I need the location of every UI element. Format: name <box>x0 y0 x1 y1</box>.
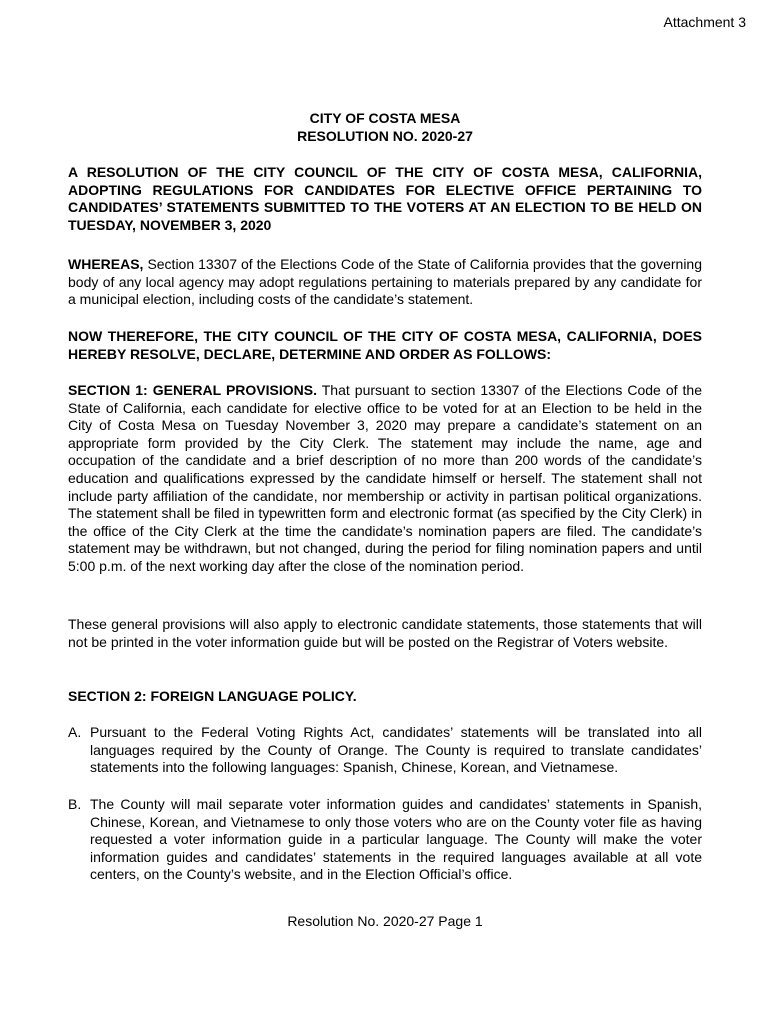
resolution-title: A RESOLUTION OF THE CITY COUNCIL OF THE CITY OF COSTA MESA, CALIFORNIA, ADOPTING REGULATIONS FOR CANDIDATES FOR ELECTIVE OFFICE PERTAINING TO CANDIDATES’ STATEMENTS SUBMITTED TO THE VOTERS AT AN ELECTION TO BE HELD ON TUESDAY, NOVEMBER 3, 2020 <box>68 164 702 233</box>
section-1-text: That pursuant to section 13307 of the Elections Code of the State of California, each candidate for elective office to be voted for at an Election to be held in the City of Costa Mesa on Tuesday November 3, 2020 may prepare a candidate’s statement on an appropriate form provided by the City Clerk. The statement may include the name, age and occupation of the candidate and a brief description of no more than 200 words of the candidate’s education and qualifications expressed by the candidate himself or herself. The statement shall not include party affiliation of the candidate, nor membership or activity in partisan political organizations. The statement shall be filed in typewritten form and electronic format (as specified by the City Clerk) in the office of the City Clerk at the time the candidate’s nomination papers are filed. The candidate’s statement may be withdrawn, but not changed, during the period for filing nomination papers and until 5:00 p.m. of the next working day after the close of the nomination period. <box>68 382 702 574</box>
whereas-text: Section 13307 of the Elections Code of the State of California provides that the governing body of any local agency may adopt regulations pertaining to materials prepared by any candidate for a municipal election, including costs of the candidate’s statement. <box>68 256 703 308</box>
list-item-b <box>68 796 702 884</box>
section-1-paragraph-2: These general provisions will also apply to electronic candidate statements, those statements that will not be printed in the voter information guide but will be posted on the Registrar of Voters website. <box>68 616 702 650</box>
attachment-label: Attachment 3 <box>663 14 746 30</box>
list-item-text: Pursuant to the Federal Voting Rights Act, candidates’ statements will be translated into all languages required by the County of Orange. The County is required to translate candidates’ statements into the following languages: Spanish, Chinese, Korean, and Vietnamese. <box>90 724 702 776</box>
list-item-a <box>68 724 702 777</box>
list-item-letter: A. <box>68 724 82 740</box>
section-2-heading: SECTION 2: FOREIGN LANGUAGE POLICY. <box>68 688 357 704</box>
section-1-paragraph <box>68 382 702 576</box>
resolution-number-heading: RESOLUTION NO. 2020-27 <box>297 128 473 144</box>
whereas-lead: WHEREAS, <box>68 256 144 272</box>
now-therefore-paragraph: NOW THEREFORE, THE CITY COUNCIL OF THE CITY OF COSTA MESA, CALIFORNIA, DOES HEREBY RESOLVE, DECLARE, DETERMINE AND ORDER AS FOLLOWS: <box>68 328 702 362</box>
page-footer: Resolution No. 2020-27 Page 1 <box>287 913 483 929</box>
section-1-heading: SECTION 1: GENERAL PROVISIONS. <box>68 382 317 398</box>
whereas-paragraph <box>68 256 702 309</box>
city-name-heading: CITY OF COSTA MESA <box>309 110 461 126</box>
list-item-text: The County will mail separate voter information guides and candidates’ statements in Spanish, Chinese, Korean, and Vietnamese to only those voters who are on the County voter file as having requested a voter information guide in a particular language. The County will make the voter information guides and candidates’ statements in the required languages available at all vote centers, on the County’s website, and in the Election Official’s office. <box>90 796 702 883</box>
list-item-letter: B. <box>68 796 82 812</box>
